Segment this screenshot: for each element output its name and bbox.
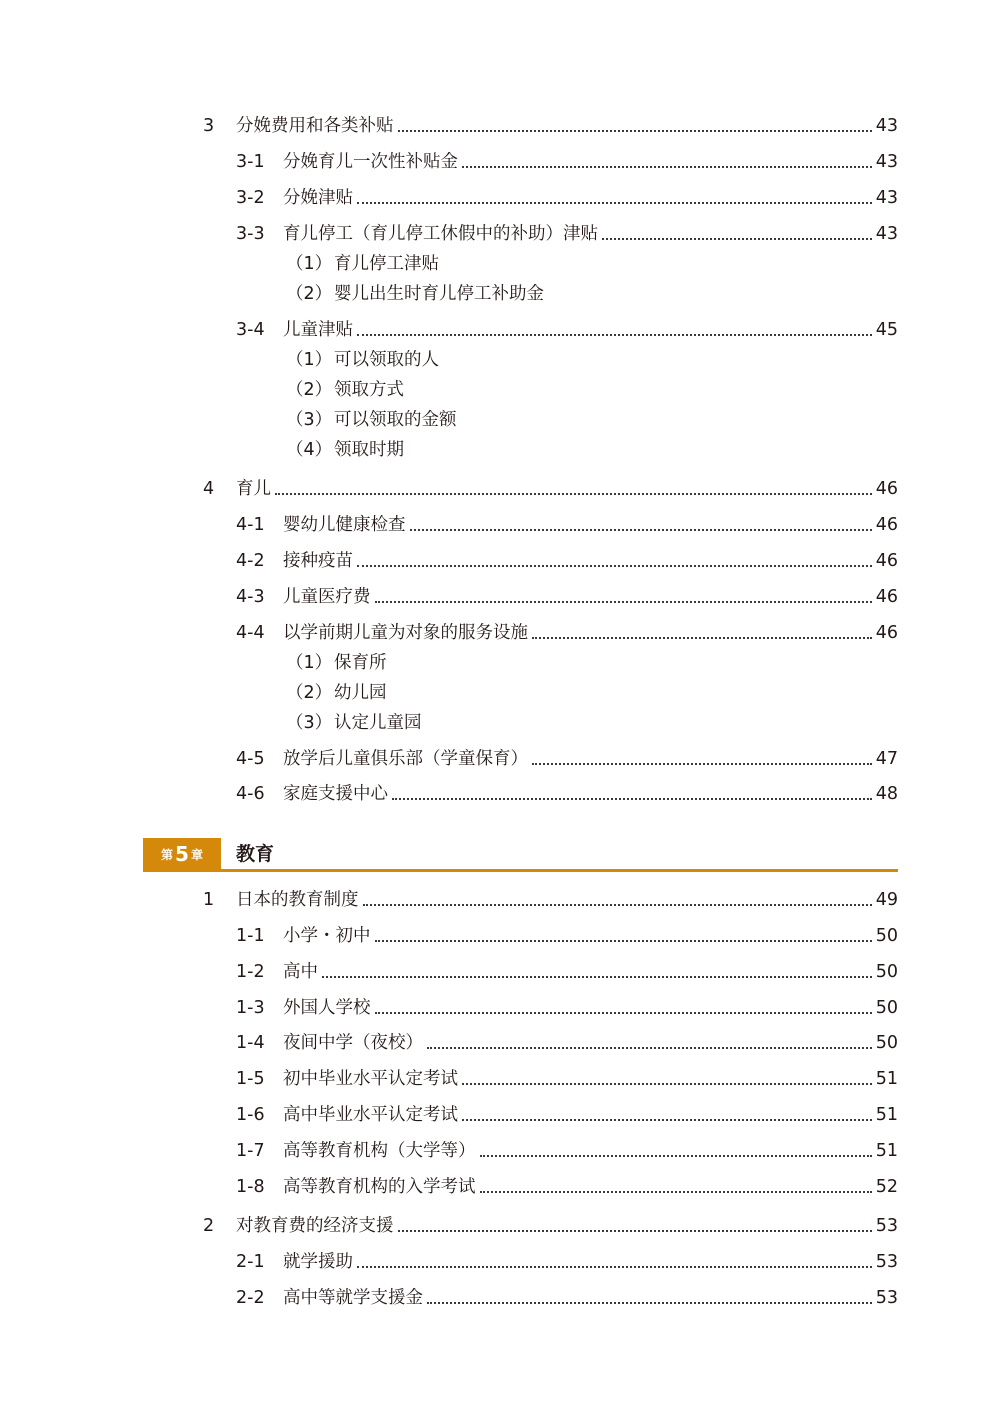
toc-entry[interactable]: [236, 549, 898, 573]
dot-leader: [275, 493, 872, 495]
dot-leader: [602, 238, 872, 240]
entry-number: 1-8: [236, 1177, 265, 1197]
entry-number: 2-1: [236, 1252, 265, 1272]
sub-item-title: 保育所: [334, 653, 387, 673]
entry-title: 对教育费的经济支援: [236, 1216, 394, 1236]
dot-leader: [375, 940, 872, 942]
page-number: 43: [875, 224, 898, 244]
sub-item-number: （3）: [286, 713, 333, 733]
dot-leader: [392, 798, 872, 800]
entry-title: 家庭支援中心: [283, 784, 388, 804]
entry-number: 3-3: [236, 224, 265, 244]
toc-entry[interactable]: [203, 1214, 898, 1238]
page-number: 45: [875, 320, 898, 340]
toc-entry[interactable]: [236, 621, 898, 645]
entry-title: 高等教育机构（大学等）: [283, 1141, 476, 1161]
chapter-suffix: 章: [190, 847, 203, 862]
entry-title: 育儿: [236, 479, 271, 499]
dot-leader: [480, 1155, 872, 1157]
dot-leader: [398, 1230, 872, 1232]
toc-entry[interactable]: [236, 222, 898, 246]
page-number: 47: [875, 749, 898, 769]
entry-title: 高中等就学支援金: [283, 1288, 423, 1308]
page-number: 46: [875, 479, 898, 499]
toc-entry[interactable]: [203, 477, 898, 501]
entry-number: 1-5: [236, 1069, 265, 1089]
dot-leader: [322, 976, 872, 978]
entry-title: 分娩费用和各类补贴: [236, 116, 394, 136]
page-number: 51: [875, 1141, 898, 1161]
entry-number: 2-2: [236, 1288, 265, 1308]
page-number: 43: [875, 152, 898, 172]
sub-item-number: （4）: [286, 440, 333, 460]
dot-leader: [398, 130, 872, 132]
page-number: 53: [875, 1216, 898, 1236]
chapter-rule: [143, 869, 898, 872]
chapter-title: 教育: [236, 843, 275, 865]
page-number: 43: [875, 116, 898, 136]
entry-number: 4-2: [236, 551, 265, 571]
toc-entry[interactable]: [236, 1286, 898, 1310]
page-number: 50: [875, 962, 898, 982]
entry-title: 日本的教育制度: [236, 890, 359, 910]
page-number: 50: [875, 926, 898, 946]
page-number: 53: [875, 1288, 898, 1308]
toc-entry[interactable]: [236, 1067, 898, 1091]
entry-number: 1-3: [236, 998, 265, 1018]
sub-item-number: （2）: [286, 380, 333, 400]
page-number: 52: [875, 1177, 898, 1197]
entry-number: 1-4: [236, 1033, 265, 1053]
sub-item-title: 领取方式: [334, 380, 404, 400]
entry-title: 小学・初中: [283, 926, 371, 946]
toc-entry[interactable]: [236, 150, 898, 174]
entry-number: 3: [203, 116, 215, 136]
sub-item-title: 认定儿童园: [334, 713, 422, 733]
dot-leader: [357, 202, 872, 204]
entry-title: 外国人学校: [283, 998, 371, 1018]
dot-leader: [357, 1266, 872, 1268]
entry-number: 4: [203, 479, 215, 499]
page-number: 46: [875, 515, 898, 535]
entry-title: 婴幼儿健康检查: [283, 515, 406, 535]
page-number: 46: [875, 587, 898, 607]
dot-leader: [375, 1012, 872, 1014]
dot-leader: [357, 565, 872, 567]
entry-number: 4-6: [236, 784, 265, 804]
dot-leader: [357, 334, 872, 336]
entry-title: 放学后儿童俱乐部（学童保育）: [283, 749, 528, 769]
sub-item-number: （2）: [286, 284, 333, 304]
dot-leader: [427, 1047, 872, 1049]
sub-item-title: 婴儿出生时育儿停工补助金: [334, 284, 544, 304]
toc-entry[interactable]: [236, 1103, 898, 1127]
dot-leader: [532, 763, 872, 765]
page-number: 46: [875, 551, 898, 571]
entry-title: 以学前期儿童为对象的服务设施: [283, 623, 528, 643]
dot-leader: [462, 166, 872, 168]
toc-entry[interactable]: [236, 1031, 898, 1055]
chapter-prefix: 第: [161, 847, 174, 862]
toc-entry[interactable]: [236, 960, 898, 984]
entry-title: 高中: [283, 962, 318, 982]
entry-number: 1-6: [236, 1105, 265, 1125]
toc-entry[interactable]: [203, 888, 898, 912]
entry-title: 分娩育儿一次性补贴金: [283, 152, 458, 172]
sub-item-number: （2）: [286, 683, 333, 703]
toc-entry[interactable]: [236, 747, 898, 771]
entry-title: 初中毕业水平认定考试: [283, 1069, 458, 1089]
entry-number: 1: [203, 890, 215, 910]
toc-entry[interactable]: [236, 1175, 898, 1199]
chapter-header: [143, 838, 898, 872]
entry-title: 育儿停工（育儿停工休假中的补助）津贴: [283, 224, 598, 244]
entry-number: 1-7: [236, 1141, 265, 1161]
chapter-number: 5: [175, 842, 189, 866]
entry-title: 接种疫苗: [283, 551, 353, 571]
entry-number: 2: [203, 1216, 215, 1236]
dot-leader: [480, 1191, 872, 1193]
page-number: 48: [875, 784, 898, 804]
sub-item-number: （1）: [286, 653, 333, 673]
toc-entry[interactable]: [236, 1139, 898, 1163]
dot-leader: [410, 529, 872, 531]
sub-item-title: 可以领取的人: [334, 350, 439, 370]
dot-leader: [532, 637, 872, 639]
toc-entry[interactable]: [236, 585, 898, 609]
toc-entry[interactable]: [203, 114, 898, 138]
chapter-badge: [143, 838, 221, 870]
dot-leader: [375, 601, 872, 603]
dot-leader: [363, 904, 872, 906]
entry-title: 儿童医疗费: [283, 587, 371, 607]
page-number: 43: [875, 188, 898, 208]
entry-title: 高等教育机构的入学考试: [283, 1177, 476, 1197]
entry-title: 儿童津贴: [283, 320, 353, 340]
entry-title: 夜间中学（夜校）: [283, 1033, 423, 1053]
page-number: 49: [875, 890, 898, 910]
entry-number: 3-1: [236, 152, 265, 172]
entry-number: 1-2: [236, 962, 265, 982]
entry-title: 就学援助: [283, 1252, 353, 1272]
sub-item-title: 幼儿园: [334, 683, 387, 703]
page-number: 46: [875, 623, 898, 643]
dot-leader: [427, 1302, 872, 1304]
toc-entry[interactable]: [236, 1250, 898, 1274]
toc-entry[interactable]: [236, 513, 898, 537]
sub-item-title: 可以领取的金额: [334, 410, 457, 430]
sub-item-number: （1）: [286, 254, 333, 274]
toc-entry[interactable]: [236, 318, 898, 342]
entry-title: 高中毕业水平认定考试: [283, 1105, 458, 1125]
entry-number: 3-4: [236, 320, 265, 340]
sub-item-number: （1）: [286, 350, 333, 370]
page-number: 51: [875, 1105, 898, 1125]
entry-number: 4-1: [236, 515, 265, 535]
sub-item-number: （3）: [286, 410, 333, 430]
page-number: 51: [875, 1069, 898, 1089]
dot-leader: [462, 1119, 872, 1121]
entry-number: 4-5: [236, 749, 265, 769]
entry-number: 4-4: [236, 623, 265, 643]
dot-leader: [462, 1083, 872, 1085]
page-number: 50: [875, 998, 898, 1018]
entry-number: 4-3: [236, 587, 265, 607]
entry-number: 1-1: [236, 926, 265, 946]
toc-entry[interactable]: [236, 782, 898, 806]
page-number: 53: [875, 1252, 898, 1272]
toc-entry[interactable]: [236, 924, 898, 948]
page-number: 50: [875, 1033, 898, 1053]
sub-item-title: 领取时期: [334, 440, 404, 460]
sub-item-title: 育儿停工津贴: [334, 254, 439, 274]
entry-number: 3-2: [236, 188, 265, 208]
toc-entry[interactable]: [236, 186, 898, 210]
toc-entry[interactable]: [236, 996, 898, 1020]
entry-title: 分娩津贴: [283, 188, 353, 208]
